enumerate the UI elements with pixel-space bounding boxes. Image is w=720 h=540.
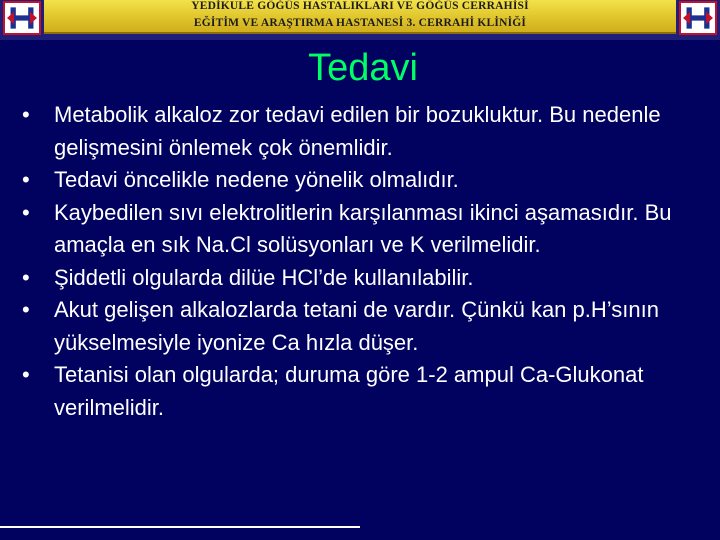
banner-line-1: YEDİKULE GÖĞÜS HASTALIKLARI VE GÖĞÜS CERRAHİSİ bbox=[191, 0, 529, 12]
bullet-item bbox=[22, 99, 714, 164]
hospital-logo-icon bbox=[3, 1, 41, 35]
bullet-item bbox=[22, 164, 714, 197]
bullet-item bbox=[22, 197, 714, 262]
bullet-text: Akut gelişen alkalozlarda tetani de vardır. Çünkü kan p.H’sının yükselmesiyle iyonize Ca hızla düşer. bbox=[54, 297, 659, 355]
bullet-item bbox=[22, 359, 714, 424]
bullet-text: Kaybedilen sıvı elektrolitlerin karşılanması ikinci aşamasıdır. Bu amaçla en sık Na.Cl solüsyonları ve K verilmelidir. bbox=[54, 199, 672, 257]
hospital-banner bbox=[44, 0, 676, 34]
bullet-text: Metabolik alkaloz zor tedavi edilen bir bozukluktur. Bu nedenle gelişmesini önlemek çok önemlidir. bbox=[54, 102, 661, 160]
bullet-text: Tedavi öncelikle nedene yönelik olmalıdır. bbox=[54, 167, 459, 192]
bullet-dot: • bbox=[22, 362, 30, 387]
bullet-dot: • bbox=[22, 264, 30, 290]
bullet-dot: • bbox=[22, 297, 30, 322]
bullet-item bbox=[22, 294, 714, 359]
header-bar bbox=[0, 0, 720, 40]
bullet-item bbox=[22, 262, 714, 295]
bullet-list bbox=[22, 99, 714, 424]
banner-line-2: EĞİTİM VE ARAŞTIRMA HASTANESİ 3. CERRAHİ KLİNİĞİ bbox=[193, 17, 527, 29]
bullet-text: Şiddetli olgularda dilüe HCl’de kullanılabilir. bbox=[54, 264, 474, 290]
bullet-dot: • bbox=[22, 102, 30, 127]
slide-title: Tedavi bbox=[308, 47, 418, 89]
bullet-text: Tetanisi olan olgularda; duruma göre 1-2 ampul Ca-Glukonat verilmelidir. bbox=[54, 362, 644, 420]
bullet-dot: • bbox=[22, 167, 30, 192]
bottom-strip bbox=[0, 528, 720, 540]
hospital-logo-icon bbox=[679, 1, 717, 35]
bullet-dot: • bbox=[22, 199, 30, 225]
